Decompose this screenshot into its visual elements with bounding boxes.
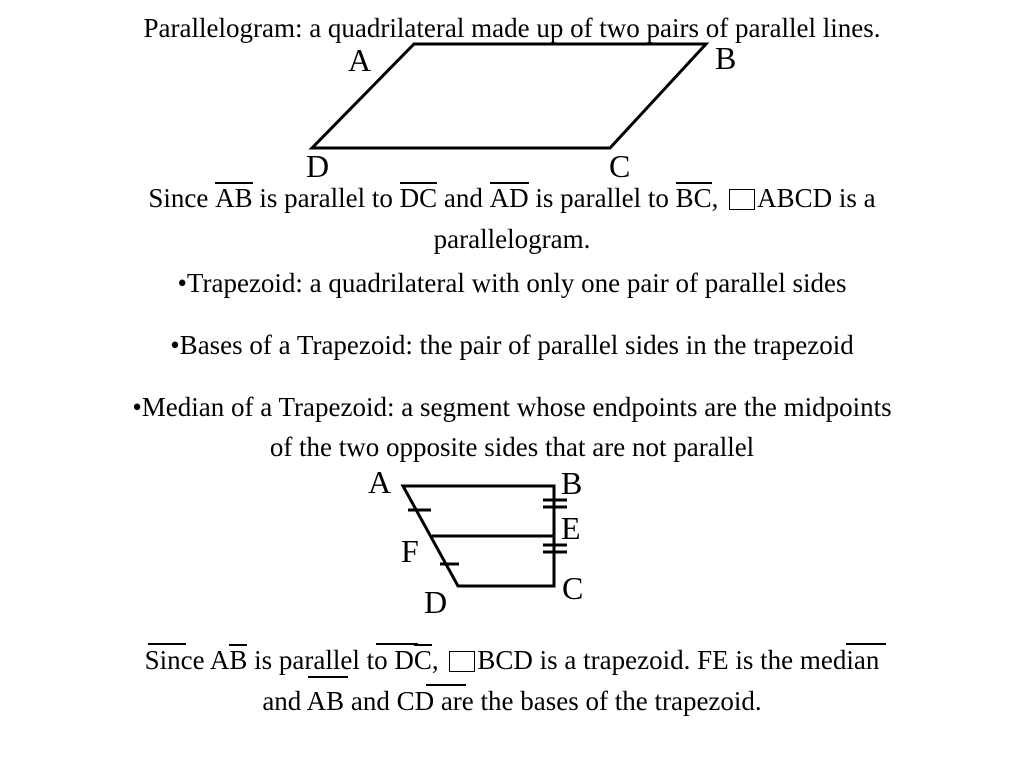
parallelogram-label-b: B xyxy=(715,40,737,76)
statement-text: is parallel to D xyxy=(247,645,414,675)
parallelogram-statement-line2: parallelogram. xyxy=(433,224,591,254)
parallelogram-symbol-icon xyxy=(729,189,755,210)
overline-bar xyxy=(376,643,418,645)
trapezoid-shape xyxy=(403,486,554,586)
segment-ad: AD xyxy=(490,178,529,218)
statement-text: , xyxy=(711,183,726,213)
statement-text: ABCD is a xyxy=(757,183,876,213)
parallelogram-label-a: A xyxy=(348,42,372,78)
parallelogram-statement xyxy=(0,178,1024,218)
parallelogram-shape xyxy=(312,44,706,148)
parallelogram-label-c: C xyxy=(609,148,631,184)
statement-text: is parallel to xyxy=(528,183,676,213)
overline-bar xyxy=(148,643,186,645)
parallelogram-label-d: D xyxy=(306,148,330,184)
median-definition-line1: •Median of a Trapezoid: a segment whose endpoints are the midpoints xyxy=(132,392,892,422)
statement-text: Since A xyxy=(144,645,230,675)
trapezoid-label-a: A xyxy=(368,464,392,500)
segment-bc: BC xyxy=(676,178,712,218)
segment-dc: C xyxy=(414,640,432,680)
segment-dc: DC xyxy=(400,178,438,218)
segment-ab: AB xyxy=(215,178,253,218)
bases-definition: •Bases of a Trapezoid: the pair of parallel sides in the trapezoid xyxy=(170,330,854,360)
trapezoid-label-c: C xyxy=(562,570,584,606)
statement-text: Since xyxy=(148,183,216,213)
segment-ab: B xyxy=(229,640,247,680)
trapezoid-definition: •Trapezoid: a quadrilateral with only one pair of parallel sides xyxy=(177,268,847,298)
trapezoid-statement-line2: and AB and CD are the bases of the trapezoid. xyxy=(262,686,762,716)
statement-text: , xyxy=(431,645,446,675)
underline-bar xyxy=(308,676,348,678)
trapezoid-label-e: E xyxy=(561,510,581,546)
trapezoid-label-b: B xyxy=(561,465,583,501)
overline-bar xyxy=(426,684,466,686)
trapezoid-statement xyxy=(0,640,1024,680)
statement-text: is parallel to xyxy=(252,183,400,213)
trapezoid-label-f: F xyxy=(401,533,419,569)
statement-text: and xyxy=(437,183,490,213)
statement-text: BCD is a trapezoid. FE is the median xyxy=(477,645,880,675)
parallelogram-definition: Parallelogram: a quadrilateral made up of two pairs of parallel lines. xyxy=(143,13,881,43)
trapezoid-symbol-icon xyxy=(449,651,475,672)
median-definition-line2: of the two opposite sides that are not parallel xyxy=(269,432,755,462)
overline-bar xyxy=(846,643,886,645)
trapezoid-label-d: D xyxy=(424,584,448,620)
